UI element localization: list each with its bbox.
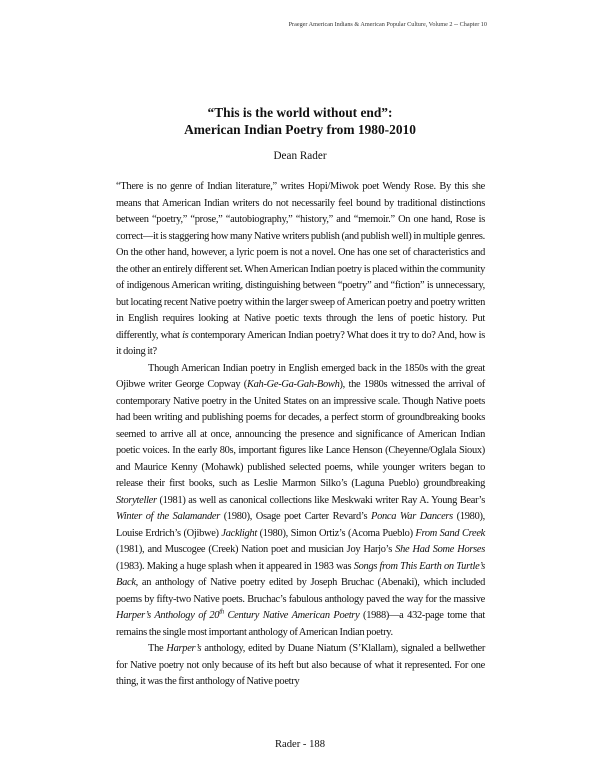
body-text-run: contemporary American Indian poetry? What does it try to do? And, how is it doing it? — [116, 329, 485, 357]
superscript-text: th — [219, 608, 224, 616]
body-text-run: (1981), and Muscogee (Creek) Nation poet and musician Joy Harjo’s — [116, 544, 396, 555]
italic-title: Winter of the Salamander — [116, 511, 220, 522]
italic-title: Kah-Ge-Ga-Gah-Bowh — [246, 379, 340, 390]
italic-title: Songs from This Earth on Turtle’s Back — [116, 560, 486, 588]
body-text-run: , an anthology of Native poetry edited by Joseph Bruchac (Abenaki), which included poems by fifty-two Native poets. Bruchac’s fabulous anthology paved the way for the massive — [116, 577, 485, 605]
body-text-run: (1988)—a 432-page tome that remains the single most important anthology of American Indian poetry. — [116, 610, 485, 638]
body-text-run: Though American Indian poetry in English emerged back in the 1850s with the great Ojibwe writer George Copway ( — [116, 362, 485, 390]
body-text-run: (1983). Making a huge splash when it appeared in 1983 was — [116, 560, 354, 572]
article-title — [0, 104, 600, 138]
italic-title: From Sand Creek — [415, 527, 485, 539]
italic-title: Century Native American Poetry — [223, 610, 360, 621]
paragraph-2 — [116, 361, 485, 642]
body-text-run: (1980), Osage poet Carter Revard’s — [220, 511, 371, 522]
running-header: Praeger American Indians & American Popular Culture, Volume 2 -- Chapter 10 — [288, 21, 487, 28]
body-text-run: anthology, edited by Duane Niatum (S’Klallam), signaled a bellwether for Native poetry not only because of its heft but also because of what it represented. For one thing, it was the first anthology of Native poetry — [116, 643, 485, 687]
paragraph-1 — [116, 179, 485, 361]
italic-title: She Had Some Horses — [395, 544, 485, 555]
italic-title: is — [182, 329, 189, 341]
italic-title: Harper’s Anthology of 20 — [116, 610, 220, 621]
article-body — [116, 179, 485, 691]
italic-title: Ponca War Dancers — [371, 511, 453, 522]
paragraph-3 — [116, 641, 485, 691]
page-number: Rader - 188 — [274, 739, 325, 750]
body-text-run: The — [148, 643, 167, 654]
title-line-1: “This is the world without end”: — [207, 105, 393, 120]
author-name: Dean Rader — [273, 150, 327, 162]
body-text-run: “There is no genre of Indian literature,” writes Hopi/Miwok poet Wendy Rose. By this she means that American Indian writers do not necessarily feel bound by traditional distinctions between “poetry,” “prose,” “autobiography,” “history,” and “memoir.” On one hand, Rose is correct—it is staggering how many Native writers publish (and publish well) in multiple genres. On the other hand, however, a lyric poem is not a novel. One has one set of characteristics and the other an entirely different set. When American Indian poetry is placed within the community of indigenous American writing, distinguishing between “poetry” and “fiction” is unnecessary, but locating recent Native poetry within the larger sweep of American poetry and poetry written in English requires looking at Native poetic texts through the lens of poetic history. Put differently, what — [116, 181, 485, 341]
italic-title: Harper’s — [166, 643, 202, 654]
body-text-run: (1980), Louise Erdrich’s (Ojibwe) — [116, 511, 485, 539]
body-text-run: ), the 1980s witnessed the arrival of contemporary Native poetry in the United States on an impressive scale. Though Native poets had been writing and publishing poems for decades, a perfect storm of groundbreaking books seemed to arrive all at once, announcing the presence and significance of American Indian poetic voices. In the early 80s, important figures like Lance Henson (Cheyenne/Oglala Sioux) and Maurice Kenny (Mohawk) published selected poems, while younger writers began to release their first books, such as Leslie Marmon Silko’s (Laguna Pueblo) groundbreaking — [116, 379, 485, 489]
italic-title: Jacklight — [221, 527, 257, 539]
body-text-run: (1981) as well as canonical collections like Meskwaki writer Ray A. Young Bear’s — [156, 494, 485, 506]
body-text-run: (1980), Simon Ortiz’s (Acoma Pueblo) — [256, 527, 416, 539]
title-line-2: American Indian Poetry from 1980-2010 — [184, 122, 416, 137]
italic-title: Storyteller — [116, 494, 157, 506]
